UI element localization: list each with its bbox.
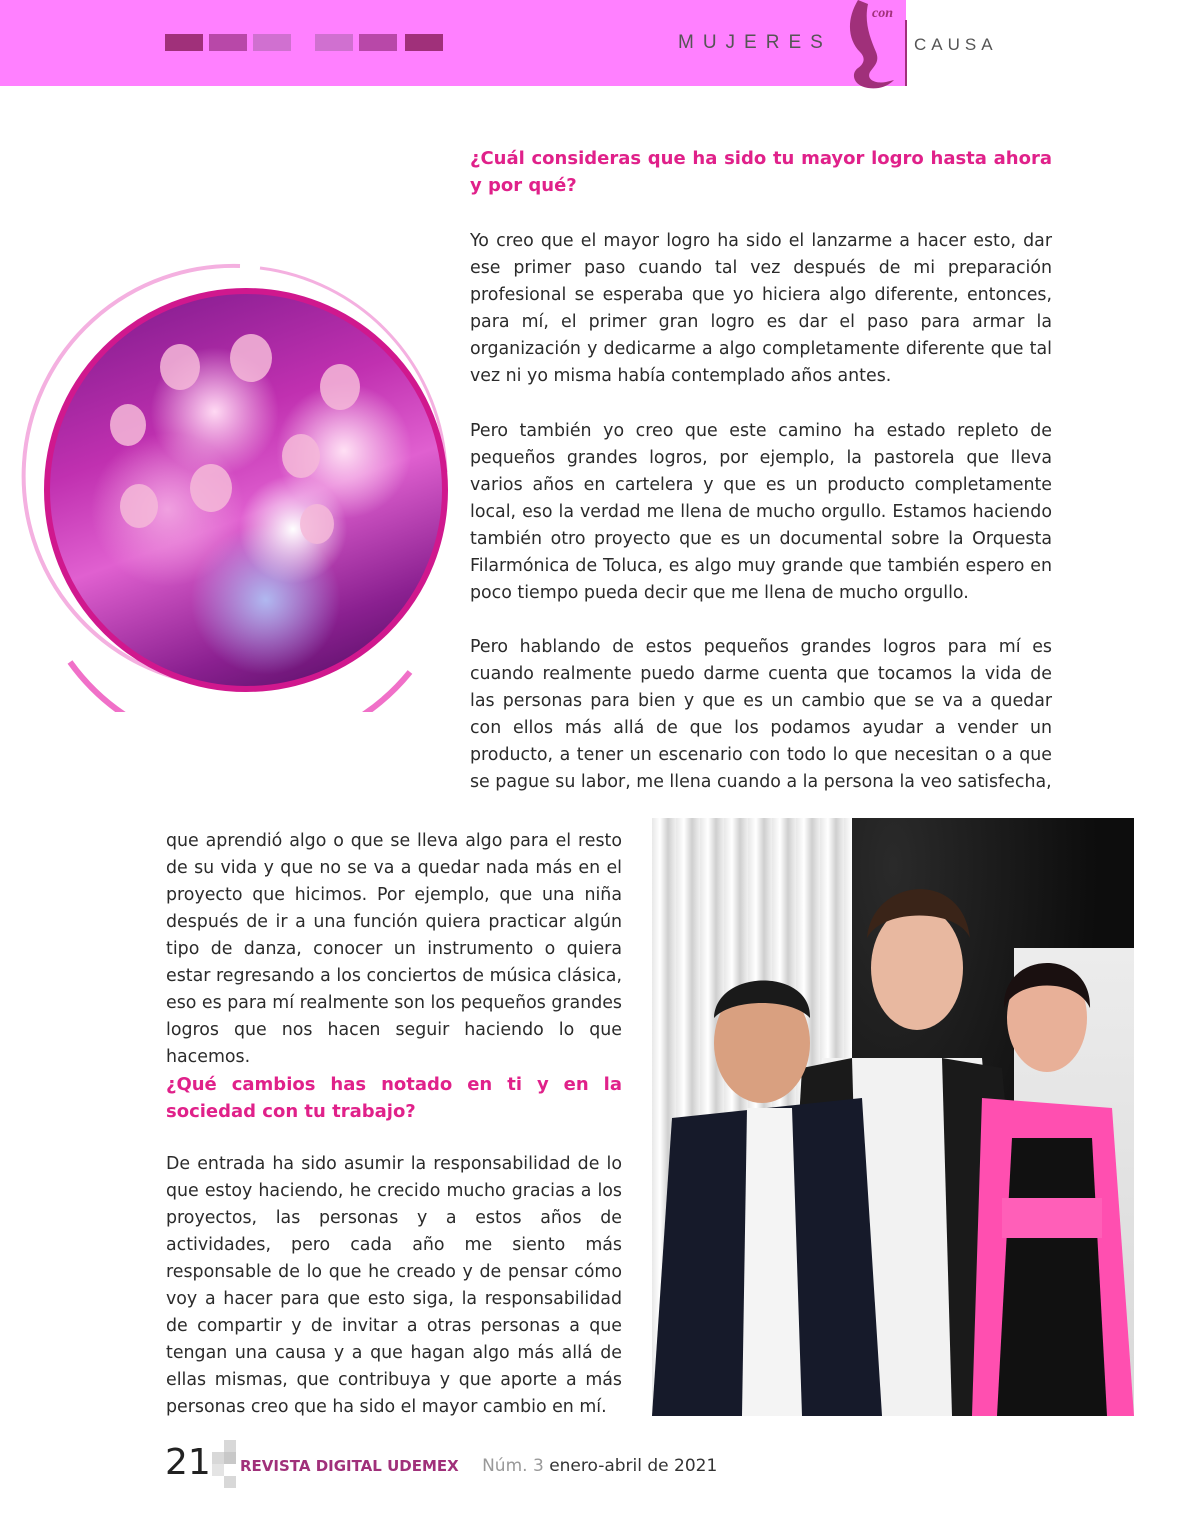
page-number: 21 <box>165 1442 211 1483</box>
paragraph: De entrada ha sido asumir la responsabilidad de lo que estoy haciendo, he crecido mucho gracias a los proyectos, las personas y a estos años de actividades, pero cada año me siento más responsable de lo que he creado y de pensar cómo voy a hacer para que esto siga, la responsabilidad de compartir y de invitar a otras personas a que tengan una causa y a que hagan algo más allá de ellas mismas, que contribuya y que aporte a más personas creo que ha sido el mayor cambio en mí. <box>166 1154 622 1417</box>
issue-date: enero-abril de 2021 <box>549 1456 718 1476</box>
theater-cast-photo <box>44 288 448 692</box>
header-swatch <box>253 34 291 51</box>
brand-logo <box>660 0 1190 100</box>
footer-caption <box>240 1456 717 1476</box>
header-swatch <box>405 34 443 51</box>
three-people-illustration <box>652 818 1134 1416</box>
issue-number: Núm. 3 <box>482 1456 544 1476</box>
paragraph: Pero hablando de estos pequeños grandes logros para mí es cuando realmente puedo darme cuenta que tocamos la vida de las personas para bien y que es un cambio que se va a quedar con ellos más allá de que los podamos ayudar a vender un producto, a tener un escenario con todo lo que necesitan o a que se pague su labor, me llena cuando a la persona la veo satisfecha, <box>470 637 1052 792</box>
paragraph: Pero también yo creo que este camino ha estado repleto de pequeños grandes logros, por ejemplo, la pastorela que lleva varios años en cartelera y que es un producto completamente local, eso la verdad me llena de mucho orgullo. Estamos haciendo también otro proyecto que es un documental sobre la Orquesta Filarmónica de Toluca, es algo muy grande que también espero en poco tiempo pueda decir que me llena de mucho orgullo. <box>470 421 1052 603</box>
circle-photo-frame <box>10 262 450 712</box>
question-heading: ¿Cuál consideras que ha sido tu mayor logro hasta ahora y por qué? <box>470 148 1052 196</box>
brand-mujeres: MUJERES <box>678 32 832 53</box>
header-swatch <box>209 34 247 51</box>
paragraph: Yo creo que el mayor logro ha sido el lanzarme a hacer esto, dar ese primer paso cuando tal vez después de mi preparación profesional se esperaba que yo hiciera algo diferente, entonces, para mí, el primer gran logro es dar el paso para armar la organización y dedicarme a algo completamente diferente que tal vez ni yo misma había contemplado años antes. <box>470 231 1052 386</box>
brand-con: con <box>872 6 893 21</box>
brand-divider <box>905 20 907 86</box>
paragraph: que aprendió algo o que se lleva algo para el resto de su vida y que no se va a quedar nada más en el proyecto que hicimos. Por ejemplo, que una niña después de ir a una función quiera practicar algún tipo de danza, conocer un instrumento o quiera estar regresando a los conciertos de música clásica, eso es para mí realmente son los pequeños grandes logros que nos hacen seguir haciendo lo que hacemos. <box>166 831 622 1067</box>
magazine-name: REVISTA DIGITAL UDEMEX <box>240 1457 459 1475</box>
header-swatch <box>165 34 203 51</box>
question-heading: ¿Qué cambios has notado en ti y en la sociedad con tu trabajo? <box>166 1074 622 1122</box>
group-photo <box>652 818 1134 1416</box>
header-swatch <box>315 34 353 51</box>
brand-causa: CAUSA <box>914 35 998 54</box>
header-swatch <box>359 34 397 51</box>
